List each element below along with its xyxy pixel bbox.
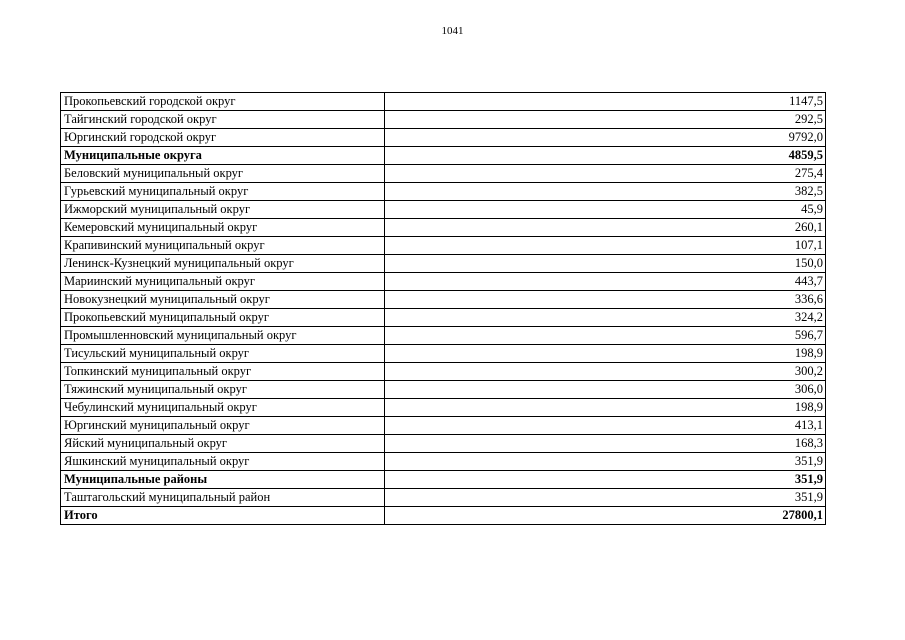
page-number: 1041 xyxy=(441,25,464,37)
table-row xyxy=(61,381,826,399)
row-name-cell: Муниципальные округа xyxy=(61,147,385,165)
row-value-cell: 382,5 xyxy=(385,183,826,201)
row-name-cell: Яйский муниципальный округ xyxy=(61,435,385,453)
table-row xyxy=(61,363,826,381)
table-row xyxy=(61,129,826,147)
row-value-cell: 168,3 xyxy=(385,435,826,453)
table-row xyxy=(61,417,826,435)
table-row xyxy=(61,453,826,471)
row-name-cell: Беловский муниципальный округ xyxy=(61,165,385,183)
row-name-cell: Крапивинский муниципальный округ xyxy=(61,237,385,255)
row-name-cell: Тяжинский муниципальный округ xyxy=(61,381,385,399)
row-name-cell: Итого xyxy=(61,507,385,525)
table-row xyxy=(61,111,826,129)
row-name-cell: Тайгинский городской округ xyxy=(61,111,385,129)
table-row xyxy=(61,489,826,507)
row-name-cell: Ижморский муниципальный округ xyxy=(61,201,385,219)
row-value-cell: 275,4 xyxy=(385,165,826,183)
table-row xyxy=(61,309,826,327)
row-value-cell: 351,9 xyxy=(385,471,826,489)
row-value-cell: 198,9 xyxy=(385,345,826,363)
row-name-cell: Муниципальные районы xyxy=(61,471,385,489)
row-value-cell: 27800,1 xyxy=(385,507,826,525)
row-name-cell: Прокопьевский городской округ xyxy=(61,93,385,111)
row-value-cell: 4859,5 xyxy=(385,147,826,165)
row-value-cell: 9792,0 xyxy=(385,129,826,147)
row-name-cell: Таштагольский муниципальный район xyxy=(61,489,385,507)
table-row xyxy=(61,165,826,183)
table-body xyxy=(61,93,826,525)
row-value-cell: 1147,5 xyxy=(385,93,826,111)
row-value-cell: 107,1 xyxy=(385,237,826,255)
row-value-cell: 150,0 xyxy=(385,255,826,273)
row-name-cell: Юргинский муниципальный округ xyxy=(61,417,385,435)
table-row xyxy=(61,219,826,237)
row-name-cell: Мариинский муниципальный округ xyxy=(61,273,385,291)
row-value-cell: 336,6 xyxy=(385,291,826,309)
row-name-cell: Топкинский муниципальный округ xyxy=(61,363,385,381)
row-value-cell: 260,1 xyxy=(385,219,826,237)
row-value-cell: 596,7 xyxy=(385,327,826,345)
row-name-cell: Тисульский муниципальный округ xyxy=(61,345,385,363)
table-row-subtotal xyxy=(61,471,826,489)
row-name-cell: Юргинский городской округ xyxy=(61,129,385,147)
table-row xyxy=(61,345,826,363)
row-value-cell: 351,9 xyxy=(385,489,826,507)
row-name-cell: Промышленновский муниципальный округ xyxy=(61,327,385,345)
table-row xyxy=(61,201,826,219)
table-row xyxy=(61,399,826,417)
table-row xyxy=(61,273,826,291)
row-value-cell: 45,9 xyxy=(385,201,826,219)
table-row-subtotal xyxy=(61,507,826,525)
row-name-cell: Чебулинский муниципальный округ xyxy=(61,399,385,417)
row-value-cell: 306,0 xyxy=(385,381,826,399)
table-row xyxy=(61,327,826,345)
table-row xyxy=(61,291,826,309)
row-value-cell: 198,9 xyxy=(385,399,826,417)
row-name-cell: Яшкинский муниципальный округ xyxy=(61,453,385,471)
municipal-table xyxy=(60,92,826,525)
row-value-cell: 292,5 xyxy=(385,111,826,129)
row-value-cell: 324,2 xyxy=(385,309,826,327)
row-name-cell: Новокузнецкий муниципальный округ xyxy=(61,291,385,309)
table-row xyxy=(61,435,826,453)
table-row xyxy=(61,237,826,255)
row-value-cell: 300,2 xyxy=(385,363,826,381)
row-name-cell: Прокопьевский муниципальный округ xyxy=(61,309,385,327)
row-value-cell: 351,9 xyxy=(385,453,826,471)
row-value-cell: 413,1 xyxy=(385,417,826,435)
row-name-cell: Кемеровский муниципальный округ xyxy=(61,219,385,237)
table-row xyxy=(61,93,826,111)
row-value-cell: 443,7 xyxy=(385,273,826,291)
table-row xyxy=(61,255,826,273)
row-name-cell: Ленинск-Кузнецкий муниципальный округ xyxy=(61,255,385,273)
table-row xyxy=(61,183,826,201)
row-name-cell: Гурьевский муниципальный округ xyxy=(61,183,385,201)
table-row-subtotal xyxy=(61,147,826,165)
